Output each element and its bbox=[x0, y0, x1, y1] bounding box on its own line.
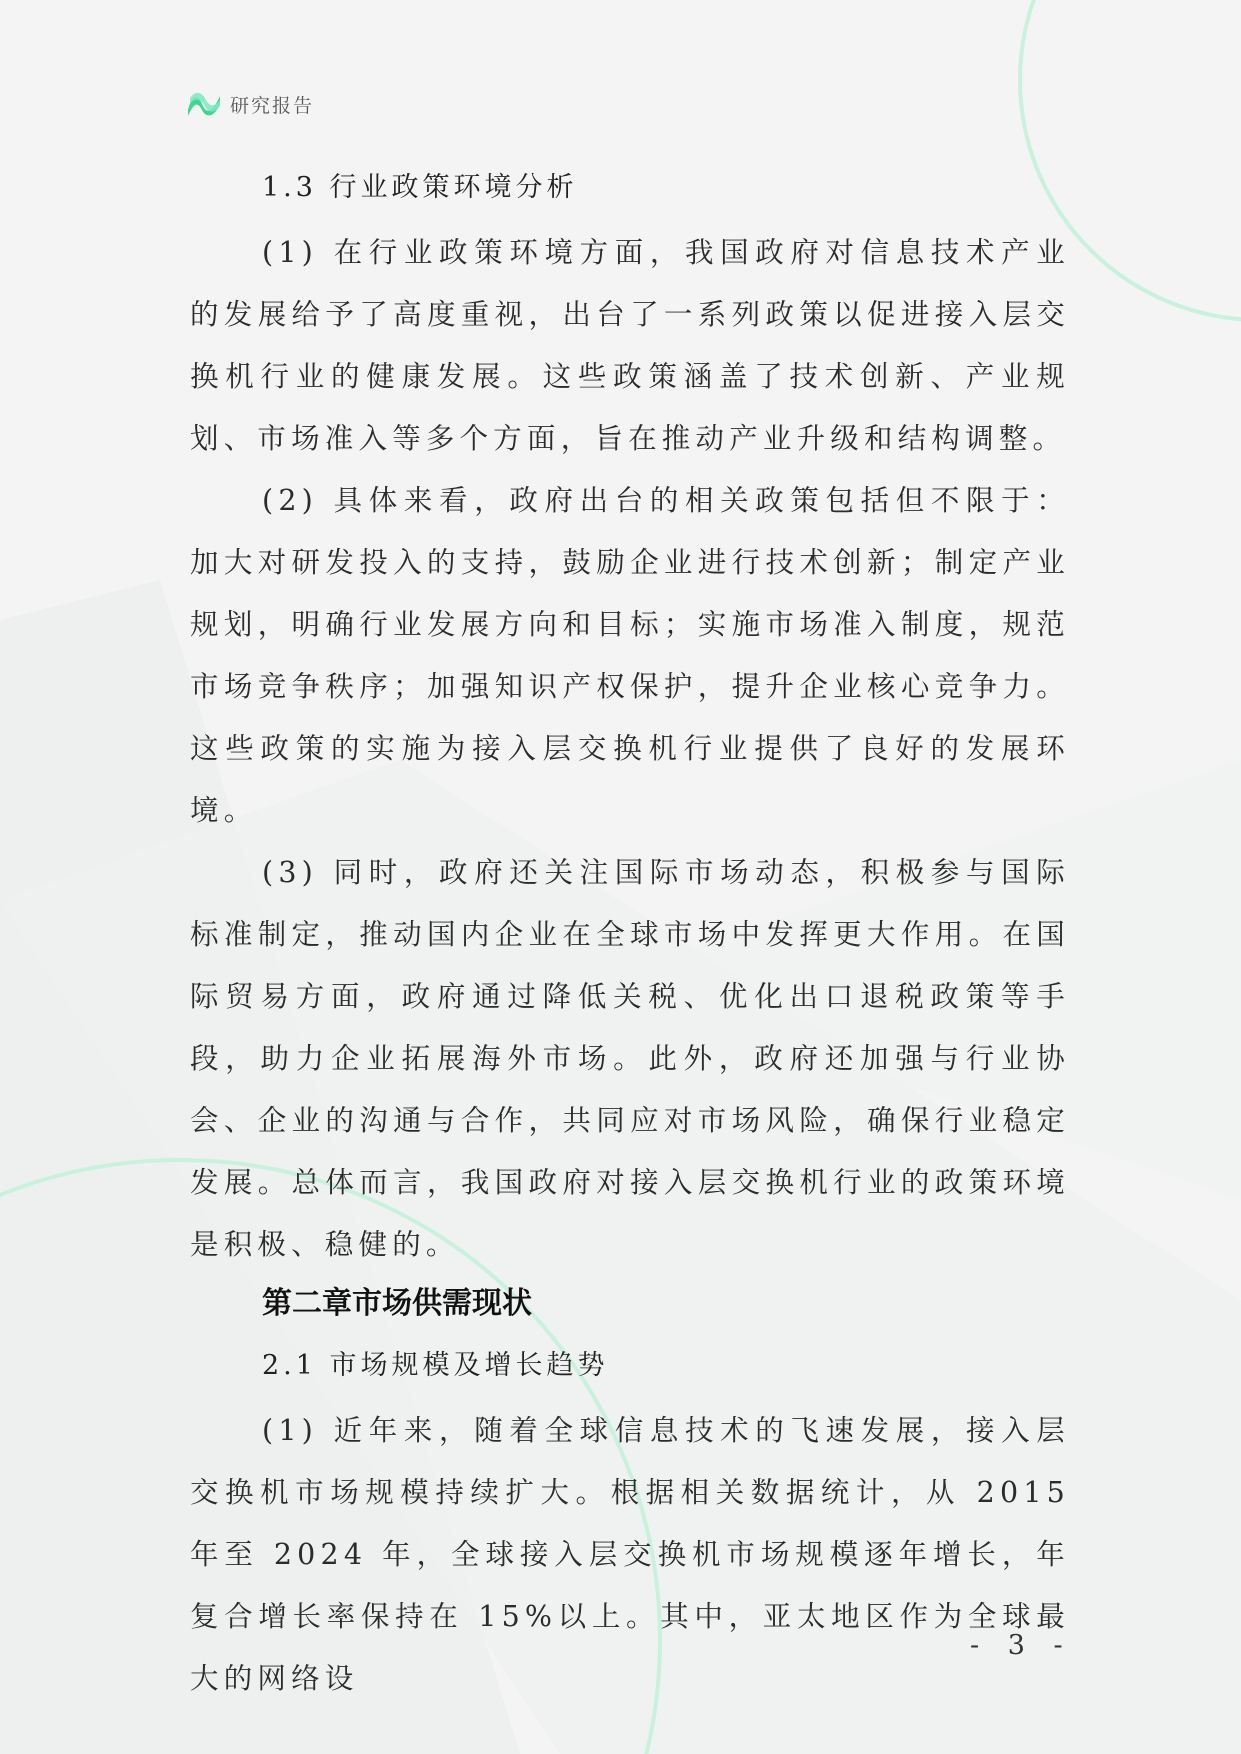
wave-logo-icon bbox=[186, 88, 222, 120]
page-number: - 3 - bbox=[970, 1630, 1073, 1661]
report-title: 研究报告 bbox=[230, 94, 315, 117]
page-header bbox=[186, 88, 314, 120]
chapter-2-heading: 第二章市场供需现状 bbox=[262, 1286, 532, 1321]
paragraph: (1) 在行业政策环境方面，我国政府对信息技术产业的发展给予了高度重视，出台了一系列政策以促进接入层交换机行业的健康发展。这些政策涵盖了技术创新、产业规划、市场准入等多个方面，旨在推动产业升级和结构调整。 bbox=[190, 236, 1070, 455]
paragraph: (3) 同时，政府还关注国际市场动态，积极参与国际标准制定，推动国内企业在全球市场中发挥更大作用。在国际贸易方面，政府通过降低关税、优化出口退税政策等手段，助力企业拓展海外市场。此外，政府还加强与行业协会、企业的沟通与合作，共同应对市场风险，确保行业稳定发展。总体而言，我国政府对接入层交换机行业的政策环境是积极、稳健的。 bbox=[190, 856, 1070, 1261]
section-2-1-heading: 2.1 市场规模及增长趋势 bbox=[262, 1350, 609, 1381]
paragraph: (2) 具体来看，政府出台的相关政策包括但不限于：加大对研发投入的支持，鼓励企业进行技术创新；制定产业规划，明确行业发展方向和目标；实施市场准入制度，规范市场竞争秩序；加强知识产权保护，提升企业核心竞争力。这些政策的实施为接入层交换机行业提供了良好的发展环境。 bbox=[190, 484, 1070, 827]
section-1-3-heading: 1.3 行业政策环境分析 bbox=[262, 172, 578, 203]
paragraph: (1) 近年来，随着全球信息技术的飞速发展，接入层交换机市场规模持续扩大。根据相关数据统计，从 2015 年至 2024 年，全球接入层交换机市场规模逐年增长，年复合增长率保持在 15%以上。其中，亚太地区作为全球最大的网络设 bbox=[190, 1414, 1070, 1695]
document-body bbox=[190, 160, 1070, 1710]
